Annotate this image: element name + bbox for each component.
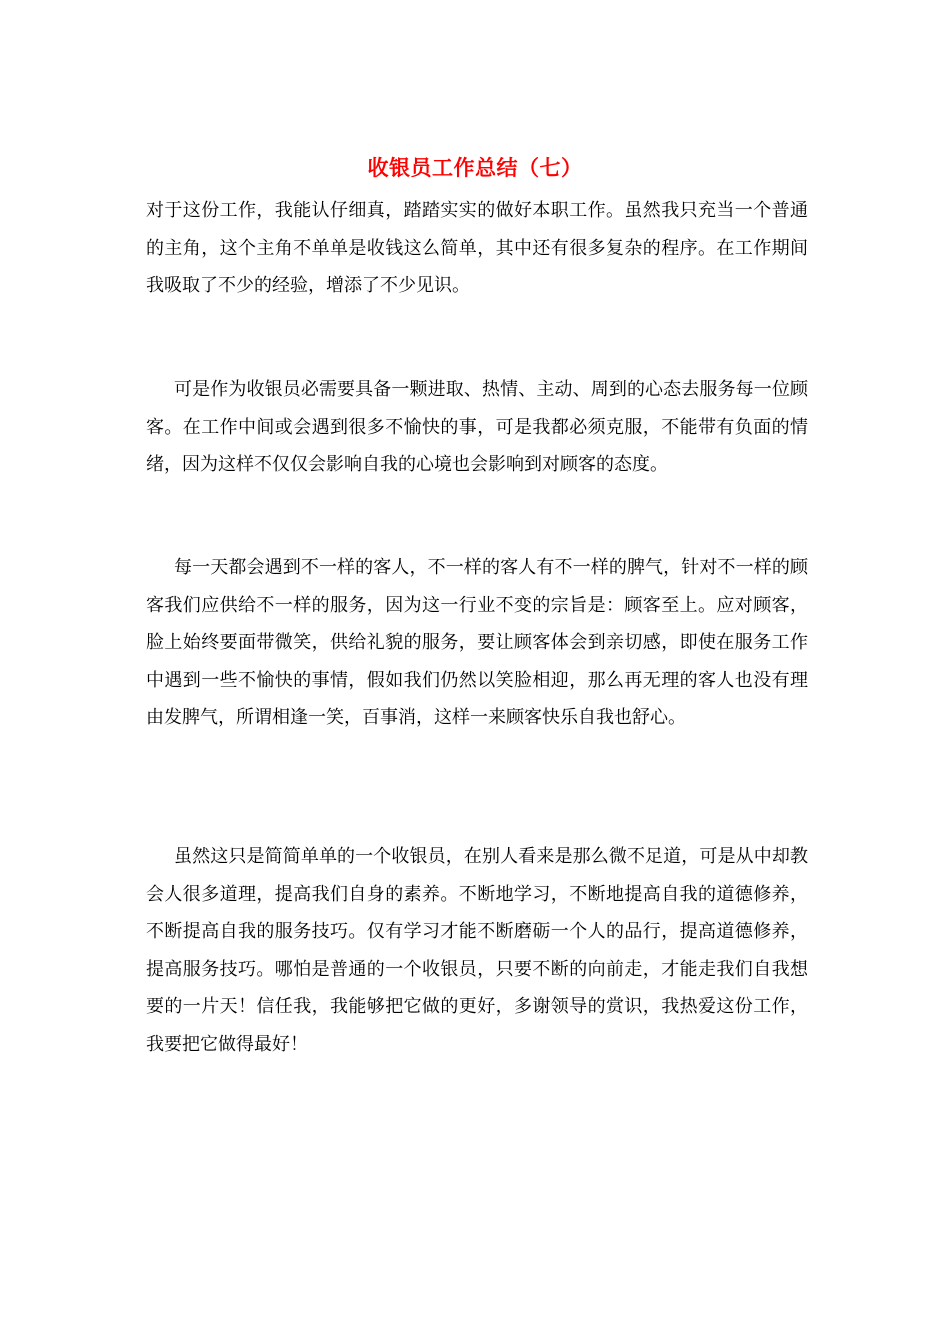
paragraph-2: 可是作为收银员必需要具备一颗进取、热情、主动、周到的心态去服务每一位顾客。在工作中间或会遇到很多不愉快的事，可是我都必须克服，不能带有负面的情绪，因为这样不仅仅会影响自我的心境也会影响到对顾客的态度。 — [146, 379, 808, 475]
document-title: 收银员工作总结（七） — [367, 155, 583, 180]
paragraph-4: 虽然这只是简简单单的一个收银员，在别人看来是那么微不足道，可是从中却教会人很多道理，提高我们自身的素养。不断地学习，不断地提高自我的道德修养，不断提高自我的服务技巧。仅有学习才能不断磨砺一个人的品行，提高道德修养，提高服务技巧。哪怕是普通的一个收银员，只要不断的向前走，才能走我们自我想要的一片天！信任我，我能够把它做的更好，多谢领导的赏识，我热爱这份工作，我要把它做得最好！ — [146, 846, 808, 1055]
paragraph-1: 对于这份工作，我能认仔细真，踏踏实实的做好本职工作。虽然我只充当一个普通的主角，这个主角不单单是收钱这么简单，其中还有很多复杂的程序。在工作期间我吸取了不少的经验，增添了不少见识。 — [146, 200, 808, 296]
paragraph-3: 每一天都会遇到不一样的客人，不一样的客人有不一样的脾气，针对不一样的顾客我们应供给不一样的服务，因为这一行业不变的宗旨是：顾客至上。应对顾客，脸上始终要面带微笑，供给礼貌的服务，要让顾客体会到亲切感，即使在服务工作中遇到一些不愉快的事情，假如我们仍然以笑脸相迎，那么再无理的客人也没有理由发脾气，所谓相逢一笑，百事消，这样一来顾客快乐自我也舒心。 — [146, 557, 808, 728]
